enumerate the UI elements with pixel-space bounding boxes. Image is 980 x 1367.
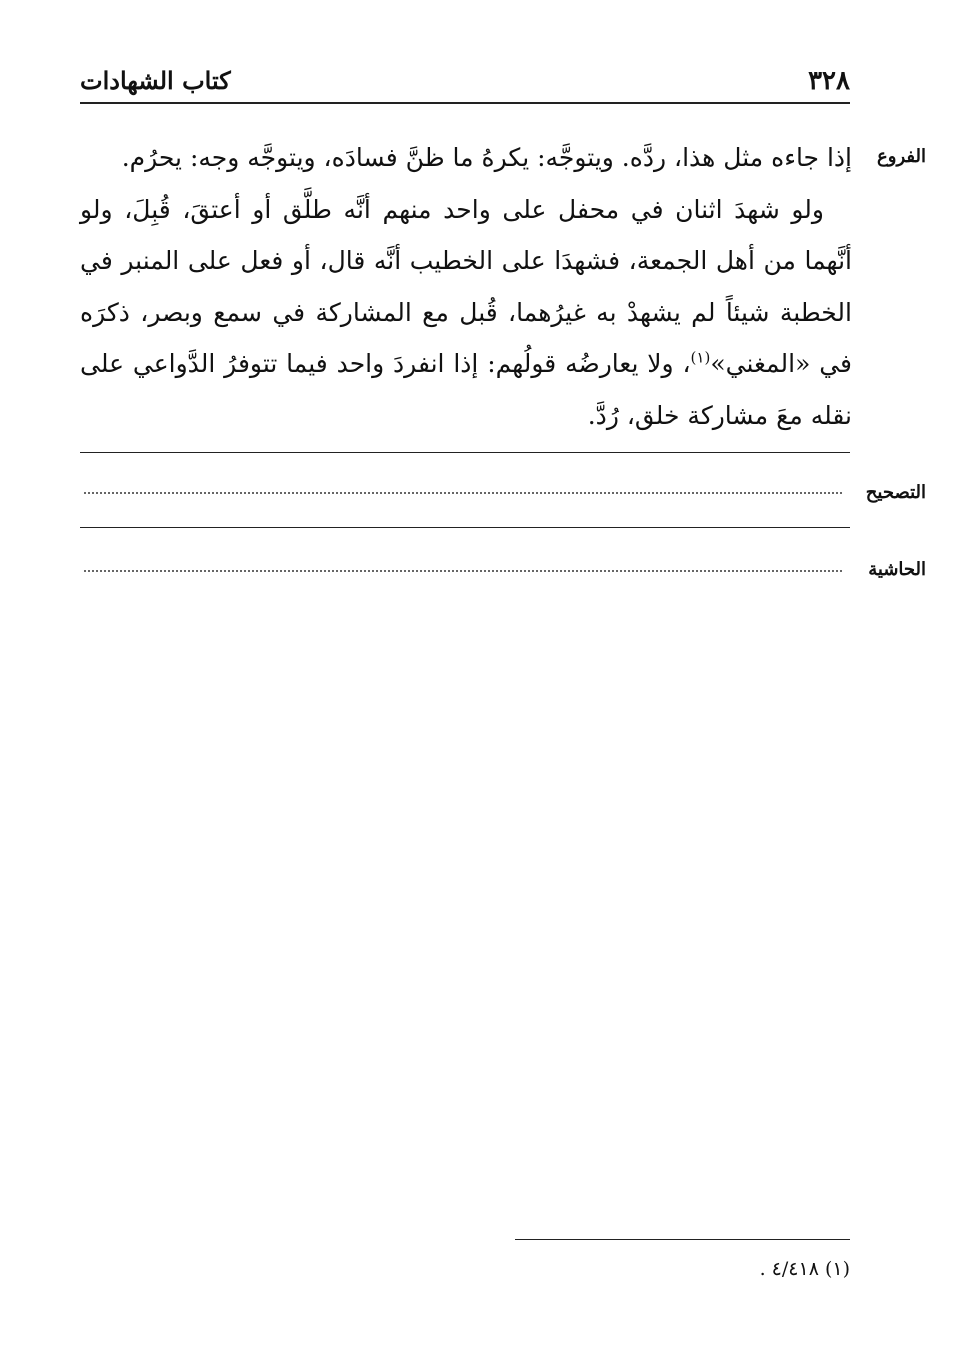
main-text (80, 132, 852, 441)
section-label-furu: الفروع (877, 146, 926, 167)
running-title: كتاب الشهادات (80, 66, 231, 95)
hashiya-dotted-line (84, 570, 842, 572)
tashih-dotted-line (84, 492, 842, 494)
footnote-rule (515, 1239, 850, 1240)
footnote-1: (١) ٤/٤١٨ . (759, 1258, 850, 1280)
section-label-hashiya: الحاشية (868, 559, 926, 580)
section-divider-1 (80, 452, 850, 453)
paragraph-2-part-2: ، ولا يعارضُه قولُهم: إذا انفردَ واحد فيما تتوفرُ الدَّواعي على نقله معَ مشاركة خلق، رُدَّ. (80, 349, 852, 430)
paragraph-2-part-1: ولو شهدَ اثنان في محفل على واحد منهم أنَّه طلَّق أو أعتقَ، قُبِلَ، ولو أنَّهما من أهل الجمعة، فشهدَا على الخطيب أنَّه قال، أو فعل على المنبر في الخطبة شيئاً لم يشهدْ به غيرُهما، قُبل مع المشاركة في سمع وبصر، ذكرَه في «المغني» (80, 194, 852, 378)
section-divider-2 (80, 527, 850, 528)
paragraph-1: إذا جاءه مثل هذا، ردَّه. ويتوجَّه: يكرهُ ما ظنَّ فسادَه، ويتوجَّه وجه: يحرُم. (121, 143, 852, 172)
header-rule (80, 102, 850, 104)
section-label-tashih: التصحيح (865, 482, 926, 503)
paragraph-2 (80, 184, 852, 442)
page-header (80, 66, 850, 100)
footnote-reference[interactable]: (١) (690, 348, 711, 367)
page-number: ٣٢٨ (808, 66, 850, 96)
